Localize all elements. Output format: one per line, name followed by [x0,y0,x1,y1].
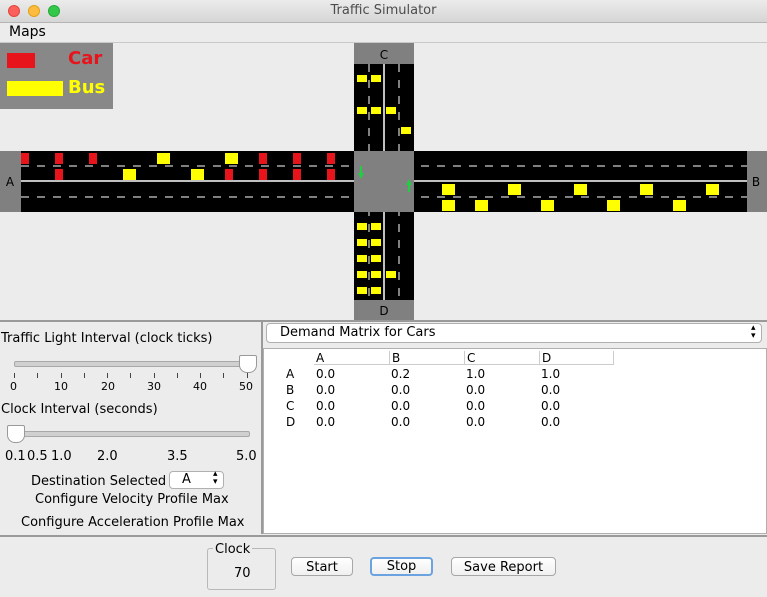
bus [371,107,381,114]
row-header: D [286,415,296,429]
table-cell[interactable]: 0.0 [466,415,486,429]
row-header: B [286,383,295,397]
column-header: A [316,351,325,365]
car [327,153,335,164]
destination-select[interactable] [169,471,224,489]
table-cell[interactable]: 0.2 [391,367,411,381]
bus [508,184,521,195]
row-header: A [286,367,295,381]
demand-matrix-table[interactable] [263,348,767,534]
bus [371,239,381,246]
table-cell[interactable]: 0.0 [316,415,336,429]
demand-matrix-select-label: Demand Matrix for Cars [280,325,436,340]
traffic-map [0,42,767,322]
tick-label: 30 [147,380,161,393]
car [293,169,301,180]
bus [157,153,170,164]
bus [357,271,367,278]
chevron-updown-icon: ▴ ▾ [213,469,218,487]
window-title: Traffic Simulator [330,3,437,18]
table-header [314,351,614,365]
tick-label: 40 [193,380,207,393]
bus [191,169,204,180]
tick-label: 1.0 [51,449,72,464]
bus [123,169,136,180]
bus [386,271,396,278]
bus [541,200,554,211]
bus [673,200,686,211]
demand-matrix-select[interactable] [266,323,762,343]
bus [371,75,381,82]
node-b-label: B [751,175,761,189]
row-header: C [286,399,295,413]
bus [640,184,653,195]
velocity-profile-label[interactable]: Configure Velocity Profile Max [35,492,229,507]
tick-label: 50 [239,380,253,393]
table-cell[interactable]: 0.0 [316,367,336,381]
bus [442,184,455,195]
bus [357,255,367,262]
title-bar [0,0,767,23]
table-cell[interactable]: 0.0 [466,399,486,413]
bus [706,184,719,195]
node-c-label: C [379,48,389,62]
tick-label: 0 [10,380,17,393]
acceleration-profile-label[interactable]: Configure Acceleration Profile Max [21,515,245,530]
tick-label: 2.0 [97,449,118,464]
bus [371,287,381,294]
car [259,169,267,180]
tick-label: 20 [101,380,115,393]
stop-button[interactable]: Stop [370,557,433,576]
tick-label: 5.0 [236,449,257,464]
table-cell[interactable]: 0.0 [391,415,411,429]
bus [401,127,411,134]
tick-label: 10 [54,380,68,393]
car [55,169,63,180]
table-cell[interactable]: 1.0 [466,367,486,381]
car [259,153,267,164]
node-a-label: A [5,175,15,189]
control-panel [0,321,263,534]
menu-maps[interactable]: Maps [9,24,46,40]
bus [225,153,238,164]
car [55,153,63,164]
chevron-updown-icon: ▴ ▾ [751,323,756,341]
column-header: D [542,351,552,365]
bus [574,184,587,195]
intersection [354,151,414,212]
table-cell[interactable]: 0.0 [541,399,561,413]
footer-bar [0,535,767,597]
destination-value: A [182,472,191,487]
bus [607,200,620,211]
bus [371,271,381,278]
slider-thumb[interactable] [7,425,25,443]
slider-thumb[interactable] [239,355,257,373]
legend-car-label: Car [68,48,103,69]
table-cell[interactable]: 0.0 [316,399,336,413]
car [293,153,301,164]
bus [357,75,367,82]
table-cell[interactable]: 1.0 [541,367,561,381]
bus [371,255,381,262]
tick-label: 0.1 [5,449,26,464]
column-header: B [392,351,401,365]
clock-interval-slider[interactable] [14,431,250,437]
traffic-light-interval-slider[interactable] [14,361,250,367]
car [21,153,29,164]
clock-value: 70 [234,566,251,581]
tick-label: 3.5 [167,449,188,464]
bus [357,287,367,294]
bus [386,107,396,114]
menu-bar [0,23,767,42]
start-button[interactable]: Start [291,557,353,576]
destination-label: Destination Selected [31,474,167,489]
node-d-label: D [379,304,389,318]
clock-interval-label: Clock Interval (seconds) [1,402,158,417]
legend-bus-swatch [7,81,63,96]
save-report-button[interactable]: Save Report [451,557,556,576]
bus [357,107,367,114]
legend-bus-label: Bus [68,77,106,98]
car [89,153,97,164]
tick-label: 0.5 [27,449,48,464]
column-header: C [467,351,476,365]
table-cell[interactable]: 0.0 [466,383,486,397]
table-cell[interactable]: 0.0 [541,415,561,429]
table-cell[interactable]: 0.0 [391,383,411,397]
traffic-light-interval-label: Traffic Light Interval (clock ticks) [1,331,213,346]
car [327,169,335,180]
map-canvas [0,43,767,320]
bus [475,200,488,211]
bus [371,223,381,230]
bus [357,223,367,230]
table-cell[interactable]: 0.0 [391,399,411,413]
car [225,169,233,180]
legend-car-swatch [7,53,35,68]
clock-label: Clock [215,542,251,557]
bus [357,239,367,246]
bus [442,200,455,211]
table-cell[interactable]: 0.0 [316,383,336,397]
table-cell[interactable]: 0.0 [541,383,561,397]
